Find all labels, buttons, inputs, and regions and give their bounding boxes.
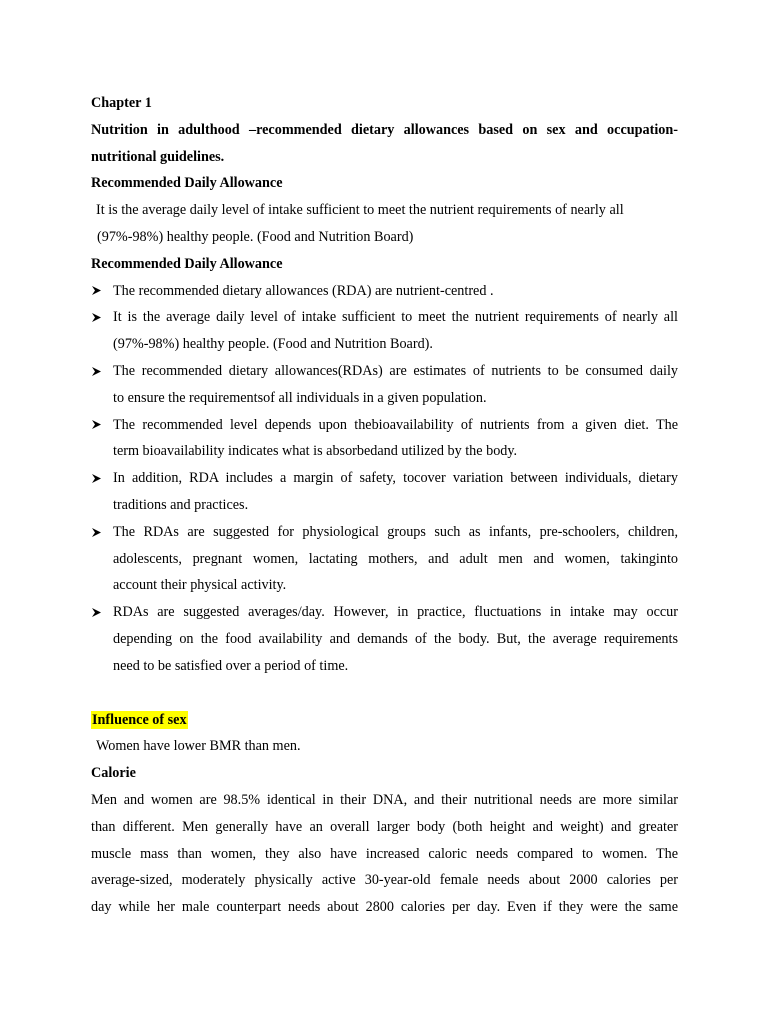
paragraph-spacer <box>91 680 678 707</box>
influence-text: Women have lower BMR than men. <box>96 738 301 755</box>
title-line: Nutrition in adulthood –recommended dietary allowances based on sex and occupation- <box>91 121 678 138</box>
bullet-line: RDAs are suggested averages/day. However, in practice, fluctuations in intake may occur <box>113 604 678 621</box>
bullet-line: (97%-98%) healthy people. (Food and Nutrition Board). <box>113 336 433 353</box>
bullet-line: It is the average daily level of intake sufficient to meet the nutrient requirements of nearly all <box>113 309 678 326</box>
bullet-line: In addition, RDA includes a margin of safety, tocover variation between individuals, dietary <box>113 470 678 487</box>
bullet-line: The recommended dietary allowances (RDA) are nutrient-centred . <box>113 282 494 299</box>
bullet-line: need to be satisfied over a period of time. <box>113 657 349 674</box>
arrowhead-bullet-icon <box>91 412 105 439</box>
bullet-line: The RDAs are suggested for physiological groups such as infants, pre-schoolers, children, <box>113 523 678 540</box>
influence-heading: Influence of sex <box>92 711 187 728</box>
bullet-line: term bioavailability indicates what is absorbedand utilized by the body. <box>113 443 518 460</box>
definition-line: (97%-98%) healthy people. (Food and Nutrition Board) <box>97 228 414 245</box>
arrowhead-bullet-icon <box>91 278 105 305</box>
rda-heading: Recommended Daily Allowance <box>91 255 283 272</box>
bullet-item <box>91 412 678 466</box>
title-line: nutritional guidelines. <box>91 148 225 165</box>
bullet-line: traditions and practices. <box>113 496 249 513</box>
document-page <box>91 90 678 921</box>
arrowhead-bullet-icon <box>91 304 105 331</box>
arrowhead-bullet-icon <box>91 519 105 546</box>
bullet-list <box>91 278 678 680</box>
bullet-line: depending on the food availability and demands of the body. But, the average requirements <box>113 630 678 647</box>
arrowhead-bullet-icon <box>91 358 105 385</box>
bullet-item <box>91 599 678 679</box>
bullet-line: The recommended level depends upon thebioavailability of nutrients from a given diet. The <box>113 416 678 433</box>
bullet-line: to ensure the requirementsof all individuals in a given population. <box>113 389 487 406</box>
rda-heading: Recommended Daily Allowance <box>91 175 283 192</box>
calorie-line: Men and women are 98.5% identical in their DNA, and their nutritional needs are more similar <box>91 791 678 808</box>
chapter-heading: Chapter 1 <box>91 95 152 111</box>
bullet-line: account their physical activity. <box>113 577 287 594</box>
influence-heading-row <box>91 707 678 734</box>
bullet-item <box>91 304 678 358</box>
bullet-line: adolescents, pregnant women, lactating mothers, and adult men and women, takinginto <box>113 550 678 567</box>
bullet-item <box>91 465 678 519</box>
bullet-line: The recommended dietary allowances(RDAs) are estimates of nutrients to be consumed daily <box>113 362 678 379</box>
calorie-line: muscle mass than women, they also have increased caloric needs compared to women. The <box>91 845 678 862</box>
calorie-line: day while her male counterpart needs about 2800 calories per day. Even if they were the same <box>91 899 678 916</box>
calorie-heading: Calorie <box>91 765 136 782</box>
calorie-line: average-sized, moderately physically active 30-year-old female needs about 2000 calories per <box>91 872 678 889</box>
bullet-item <box>91 278 678 305</box>
calorie-line: than different. Men generally have an overall larger body (both height and weight) and greater <box>91 818 678 835</box>
bullet-item <box>91 519 678 599</box>
calorie-paragraph <box>91 787 678 921</box>
arrowhead-bullet-icon <box>91 465 105 492</box>
bullet-item <box>91 358 678 412</box>
definition-line: It is the average daily level of intake sufficient to meet the nutrient requirements of nearly all <box>96 202 624 219</box>
arrowhead-bullet-icon <box>91 599 105 626</box>
